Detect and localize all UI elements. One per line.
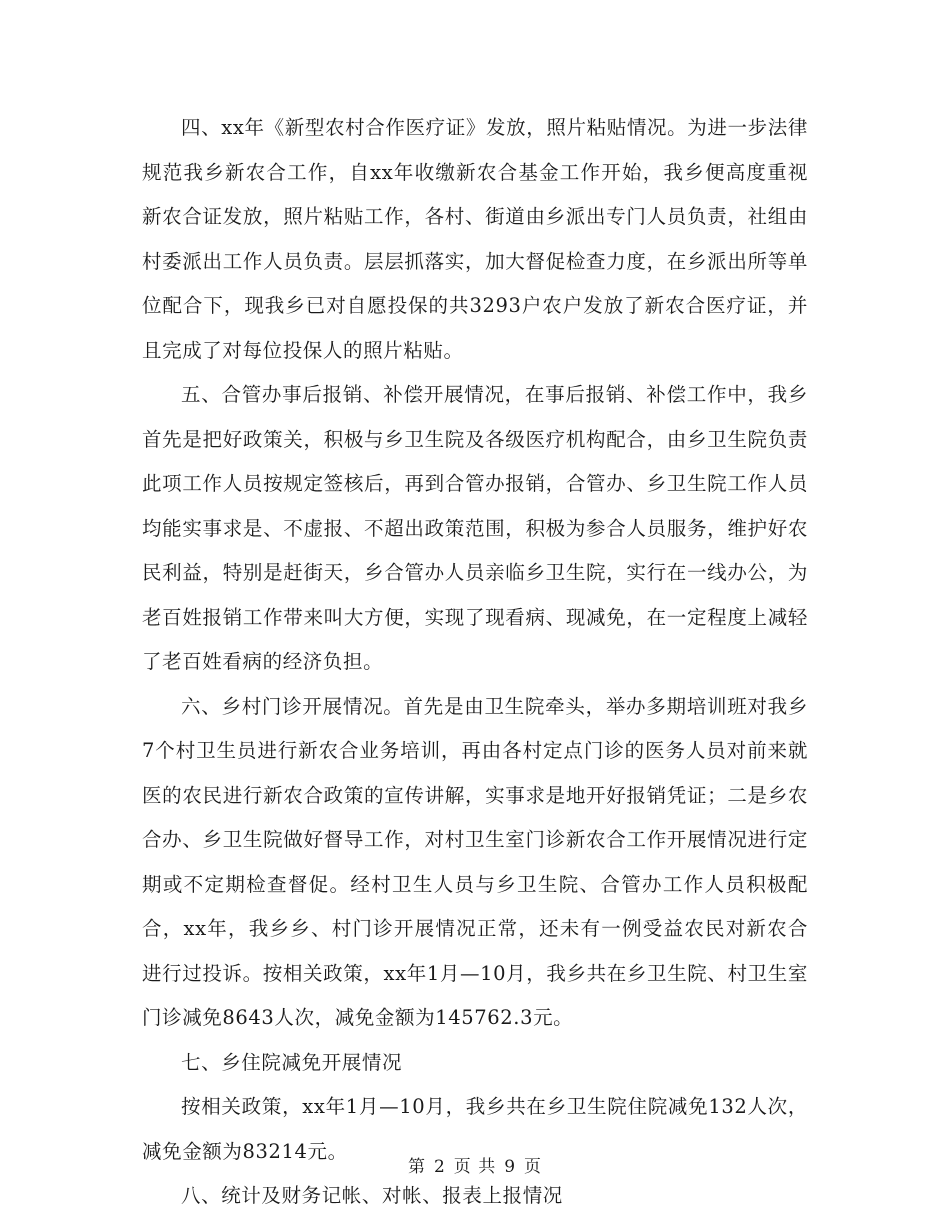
footer-prefix: 第 xyxy=(407,1157,426,1177)
paragraph-6-outpatient: 六、乡村门诊开展情况。首先是由卫生院牵头，举办多期培训班对我乡7个村卫生员进行新农合业务培训，再由各村定点门诊的医务人员对前来就医的农民进行新农合政策的宣传讲解，实事求是地开好报销凭证；二是乡农合办、乡卫生院做好督导工作，对村卫生室门诊新农合工作开展情况进行定期或不定期检查督促。经村卫生人员与乡卫生院、合管办工作人员积极配合，xx年，我乡乡、村门诊开展情况正常，还未有一例受益农民对新农合进行过投诉。按相关政策，xx年1月—10月，我乡共在乡卫生院、村卫生室门诊减免8643人次，减免金额为145762.3元。 xyxy=(142,694,808,1029)
footer-middle: 页 共 xyxy=(453,1157,497,1177)
paragraph-7-inpatient-detail: 按相关政策，xx年1月—10月，我乡共在乡卫生院住院减免132人次，减免金额为83214元。 xyxy=(142,1095,808,1163)
heading-7-inpatient: 七、乡住院减免开展情况 xyxy=(181,1050,403,1074)
footer-suffix: 页 xyxy=(524,1157,543,1177)
page-footer xyxy=(0,1152,950,1177)
paragraph-5-reimbursement: 五、合管办事后报销、补偿开展情况，在事后报销、补偿工作中，我乡首先是把好政策关，积极与乡卫生院及各级医疗机构配合，由乡卫生院负责此项工作人员按规定签核后，再到合管办报销，合管办、乡卫生院工作人员均能实事求是、不虚报、不超出政策范围，积极为参合人员服务，维护好农民利益，特别是赶街天，乡合管办人员亲临乡卫生院，实行在一线办公，为老百姓报销工作带来叫大方便，实现了现看病、现减免，在一定程度上减轻了老百姓看病的经济负担。 xyxy=(142,383,808,673)
heading-8-statistics: 八、统计及财务记帐、对帐、报表上报情况 xyxy=(181,1184,563,1207)
footer-current-page: 2 xyxy=(433,1157,446,1177)
footer-total-pages: 9 xyxy=(504,1157,517,1177)
paragraph-4-certificate-issuance: 四、xx年《新型农村合作医疗证》发放，照片粘贴情况。为进一步法律规范我乡新农合工作，自xx年收缴新农合基金工作开始，我乡便高度重视新农合证发放，照片粘贴工作，各村、街道由乡派出专门人员负责，社组由村委派出工作人员负责。层层抓落实，加大督促检查力度，在乡派出所等单位配合下，现我乡已对自愿投保的共3293户农户发放了新农合医疗证，并且完成了对每位投保人的照片粘贴。 xyxy=(142,116,808,362)
page-body xyxy=(142,106,808,1219)
